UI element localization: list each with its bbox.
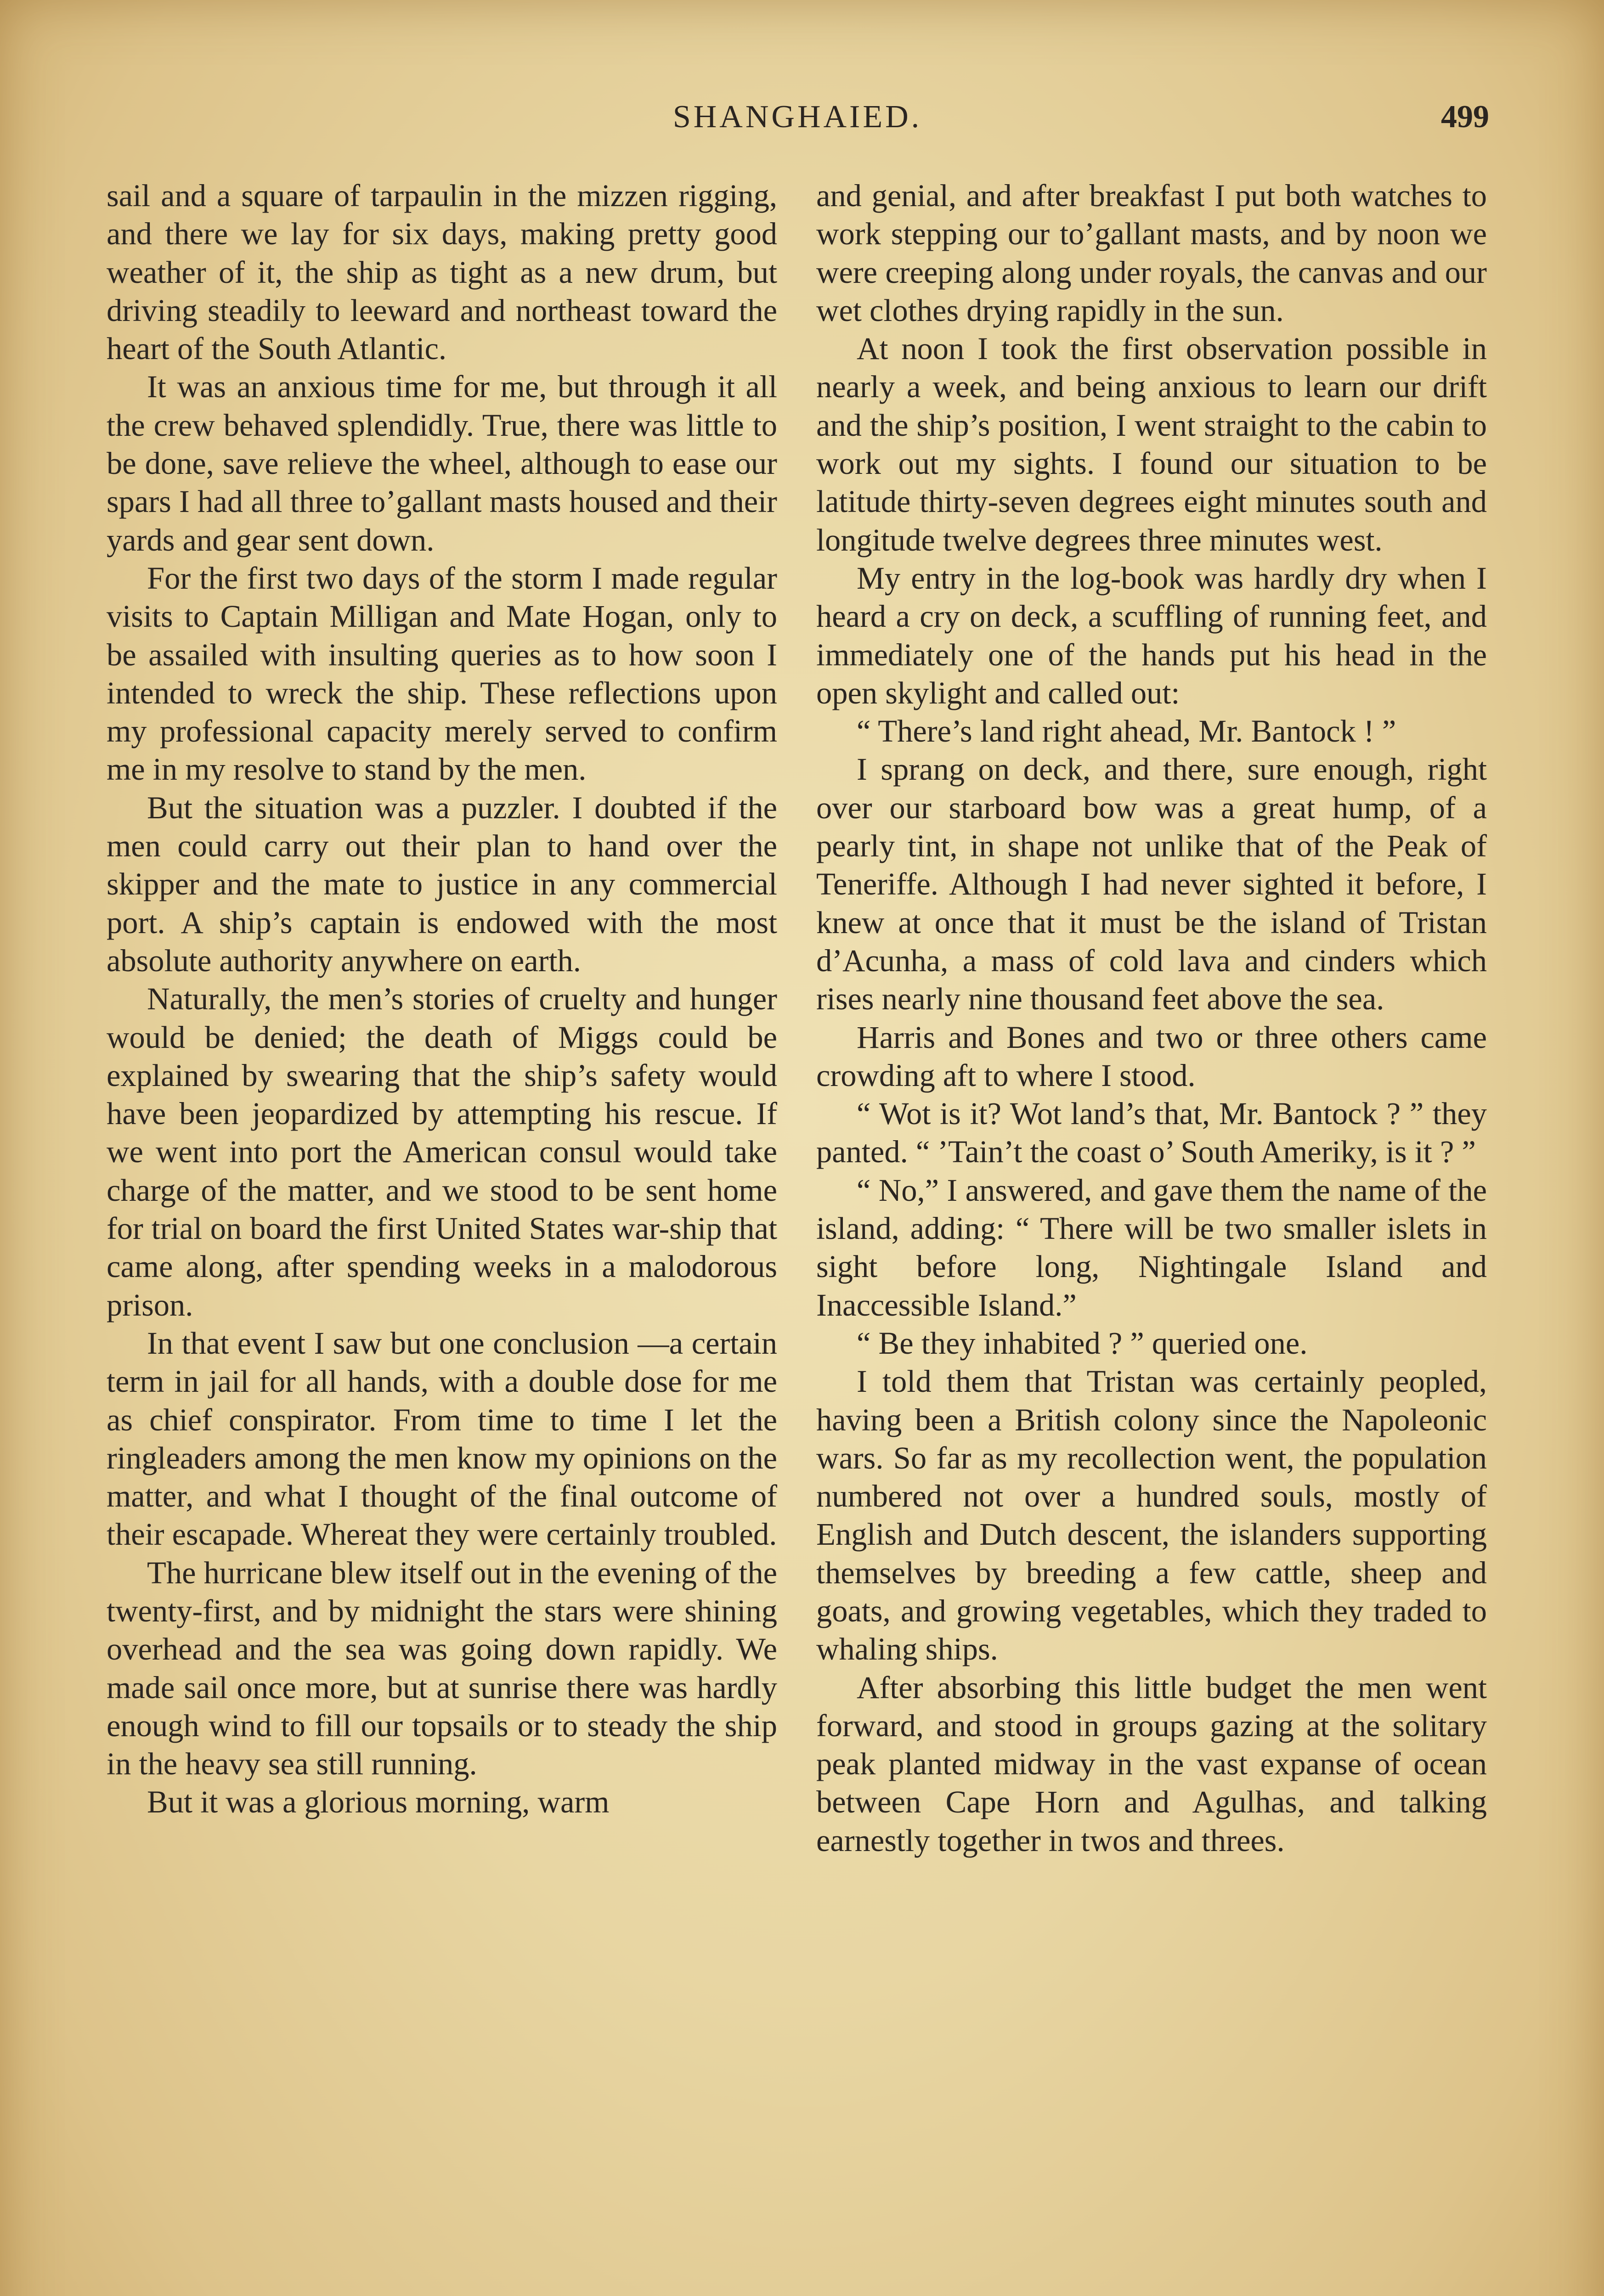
paragraph: After absorbing this little budget the men went forward, and stood in groups gazing at the solitary peak planted midway in the vast expanse of ocean between Cape Horn and Agulhas, and talking earnestly together in twos and threes. bbox=[816, 1670, 1487, 1858]
paragraph: “ Be they inhabited ? ” queried one. bbox=[857, 1325, 1308, 1361]
left-column bbox=[107, 177, 777, 2296]
paragraph: “ No,” I answered, and gave them the name of the island, adding: “ There will be two smaller islets in sight before long, Nightingale Island and Inaccessible Island.” bbox=[816, 1172, 1487, 1322]
paragraph: The hurricane blew itself out in the evening of the twenty-first, and by midnight the stars were shining overhead and the sea was going down rapidly. We made sail once more, but at sunrise there was hardly enough wind to fill our topsails or to steady the ship in the heavy sea still running. bbox=[107, 1555, 777, 1782]
paragraph: In that event I saw but one conclusion —a certain term in jail for all hands, with a double dose for me as chief conspirator. From time to time I let the ringleaders among the men know my opinions on the matter, and what I thought of the final outcome of their escapade. Whereat they were certainly troubled. bbox=[107, 1325, 777, 1552]
page-number: 499 bbox=[1441, 99, 1489, 135]
paragraph: For the first two days of the storm I made regular visits to Captain Milligan and Mate Hogan, only to be assailed with insulting queries as to how soon I intended to wreck the ship. These reflections upon my professional capacity merely served to confirm me in my resolve to stand by the men. bbox=[107, 560, 777, 787]
text-columns bbox=[107, 177, 1487, 2296]
paragraph: I told them that Tristan was certainly peopled, having been a British colony since the Napoleonic wars. So far as my recollection went, the population numbered not over a hundred souls, mostly of English and Dutch descent, the islanders supporting themselves by breeding a few cattle, sheep and goats, and growing vegetables, which they traded to whaling ships. bbox=[816, 1364, 1487, 1667]
running-title: SHANGHAIED. bbox=[672, 99, 922, 135]
paragraph: At noon I took the first observation possible in nearly a week, and being anxious to learn our drift and the ship’s position, I went straight to the cabin to work out my sights. I found our situation to be latitude thirty-seven degrees eight minutes south and longitude twelve degrees three minutes west. bbox=[816, 331, 1487, 557]
paragraph: But the situation was a puzzler. I doubted if the men could carry out their plan to hand over the skipper and the mate to justice in any commercial port. A ship’s captain is endowed with the most absolute authority anywhere on earth. bbox=[107, 790, 777, 978]
paragraph: “ There’s land right ahead, Mr. Bantock ! ” bbox=[857, 714, 1396, 749]
paragraph: It was an anxious time for me, but through it all the crew behaved splendidly. True, there was little to be done, save relieve the wheel, although to ease our spars I had all three to’gallant masts housed and their yards and gear sent down. bbox=[107, 369, 777, 557]
paragraph: I sprang on deck, and there, sure enough, right over our starboard bow was a great hump, of a pearly tint, in shape not unlike that of the Peak of Teneriffe. Although I had never sighted it before, I knew at once that it must be the island of Tristan d’Acunha, a mass of cold lava and cinders which rises nearly nine thousand feet above the sea. bbox=[816, 752, 1487, 1017]
paragraph: But it was a glorious morning, warm bbox=[147, 1784, 610, 1820]
paragraph: and genial, and after breakfast I put both watches to work stepping our to’gallant masts, and by noon we were creeping along under royals, the canvas and our wet clothes drying rapidly in the sun. bbox=[816, 178, 1487, 328]
paragraph: Harris and Bones and two or three others came crowding aft to where I stood. bbox=[816, 1019, 1487, 1093]
paragraph: My entry in the log-book was hardly dry when I heard a cry on deck, a scuffling of running feet, and immediately one of the hands put his head in the open skylight and called out: bbox=[816, 560, 1487, 710]
right-column bbox=[816, 177, 1487, 2296]
paragraph: Naturally, the men’s stories of cruelty and hunger would be denied; the death of Miggs could be explained by swearing that the ship’s safety would have been jeopardized by attempting his rescue. If we went into port the American consul would take charge of the matter, and we stood to be sent home for trial on board the first United States war-ship that came along, after spending weeks in a malodorous prison. bbox=[107, 981, 777, 1322]
page-header bbox=[106, 99, 1489, 149]
paragraph: “ Wot is it? Wot land’s that, Mr. Bantock ? ” they panted. “ ’Tain’t the coast o’ South Ameriky, is it ? ” bbox=[816, 1096, 1487, 1170]
paragraph: sail and a square of tarpaulin in the mizzen rigging, and there we lay for six days, making pretty good weather of it, the ship as tight as a new drum, but driving steadily to leeward and northeast toward the heart of the South Atlantic. bbox=[107, 178, 777, 366]
